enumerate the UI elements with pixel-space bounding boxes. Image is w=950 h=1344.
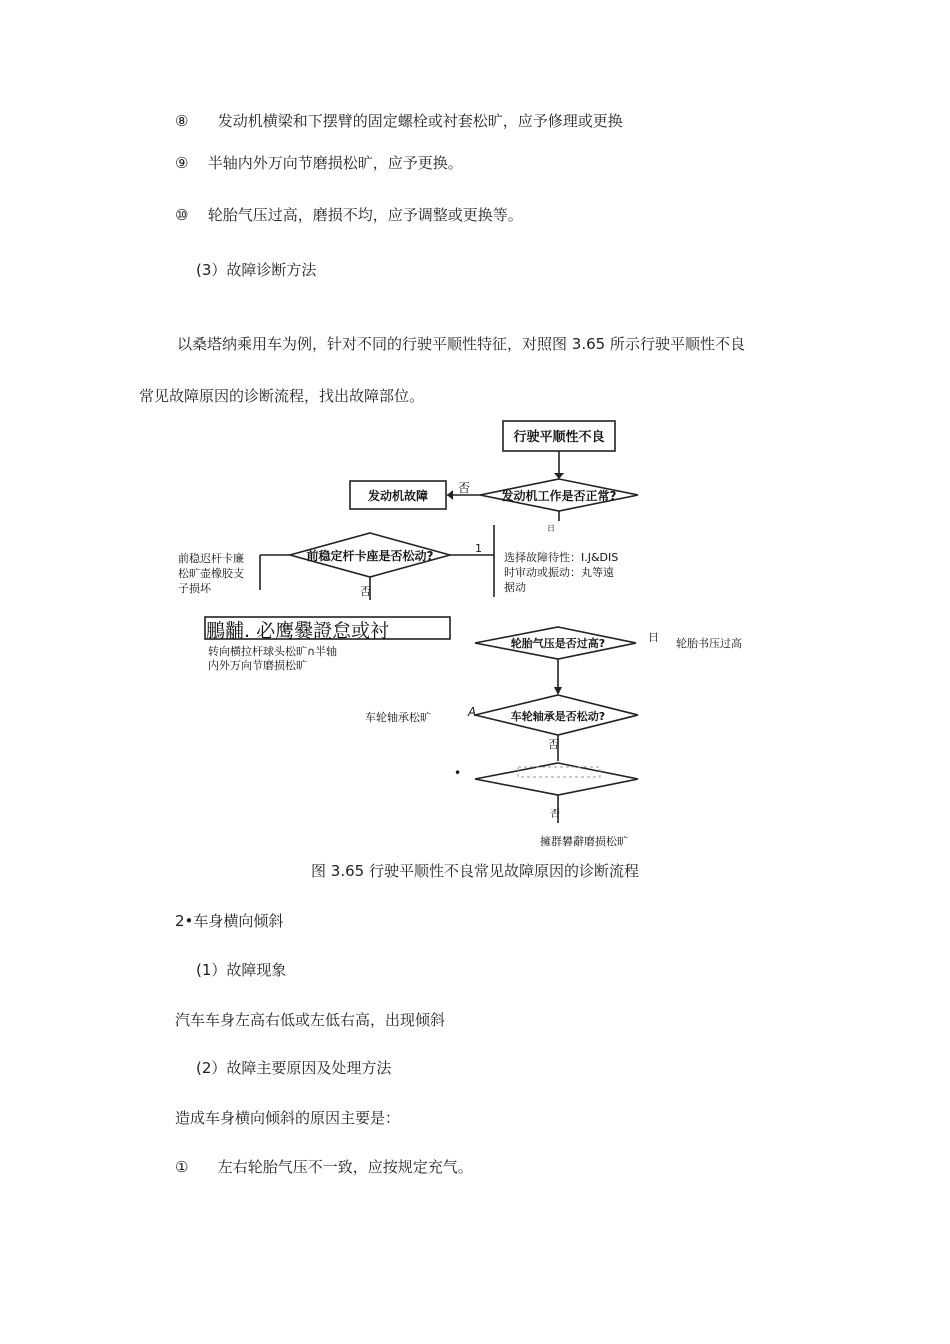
list-item-9 [175, 153, 463, 173]
right-note-3: 据动 [504, 581, 526, 594]
decision-last [475, 763, 638, 795]
no-label: 否 [548, 738, 559, 751]
paragraph-line: 以桑塔纳乘用车为例，针对不同的行驶平顺性特征，对照图 3.65 所示行驶平顺性不良 [177, 335, 745, 353]
engine-fault-label: 发动机故障 [367, 489, 429, 503]
subsection-heading: (1）故障现象 [196, 961, 287, 979]
q-tire-label: 轮胎气压是否过高? [510, 637, 606, 650]
section-heading: 2•车身横向倾斜 [175, 912, 284, 930]
item-text: 半轴内外万向节磨损松旷，应予更换。 [207, 154, 463, 172]
body-text: 造成车身横向倾斜的原因主要是： [175, 1109, 401, 1127]
dot-mark: • [454, 766, 462, 780]
q-wheel-label: 车轮轴承是否松动? [510, 710, 606, 723]
final-label: 擁群礬辭磨损松旷 [540, 835, 628, 848]
item-marker: ⑨ [175, 154, 189, 172]
no-label: 否 [550, 809, 560, 820]
item-marker: ① [175, 1158, 189, 1176]
no-label: 否 [360, 585, 371, 598]
list-item-10 [175, 205, 523, 225]
sub-note-2: 内外万向节磨损松旷 [208, 659, 307, 672]
right-note-1: 选择故障待性：I.J&DIS [504, 551, 619, 564]
q-stabilizer-label: 前稳定杆卡座是否松动? [306, 549, 434, 563]
list-item-8 [175, 111, 623, 131]
garbled-box-label: 鵬黼. 必鹰爨證怠或衬 [206, 620, 390, 642]
q-engine-label: 发动机工作是否正常? [501, 489, 617, 503]
sub-note-1: 转向横拉杆球头松旷∩半轴 [208, 645, 338, 658]
left-note-2: 松旷壶橡胶支 [178, 567, 244, 580]
item-text: 轮胎气压过高，磨损不均，应予调整或更换等。 [207, 206, 523, 224]
no-label: 否 [458, 481, 471, 495]
yes-mark: 日 [547, 524, 555, 533]
item-text: 左右轮胎气压不一致，应按规定充气。 [217, 1158, 473, 1176]
item-text: 发动机横梁和下摆臂的固定螺栓或衬套松旷，应予修理或更换 [217, 112, 623, 130]
figure-caption: 图 3.65 行驶平顺性不良常见故障原因的诊断流程 [311, 862, 639, 880]
flowchart-figure [170, 415, 770, 855]
tire-note: 轮胎书压过高 [676, 637, 742, 650]
wheel-note: 车轮轴承松旷 [365, 711, 431, 724]
tire-mark: 日 [648, 631, 659, 644]
left-note-3: 子损坏 [178, 582, 211, 595]
mark-one: 1 [475, 542, 482, 555]
flowchart-svg [170, 415, 770, 855]
list-item-1 [175, 1157, 473, 1177]
wheel-mark: A [468, 705, 477, 719]
paragraph-line: 常见故障原因的诊断流程，找出故障部位。 [139, 387, 425, 405]
start-label: 行驶平顺性不良 [513, 430, 605, 445]
body-text: 汽车车身左高右低或左低右高，出现倾斜 [175, 1011, 446, 1029]
right-note-2: 时审动或振动：丸等遠 [504, 566, 614, 579]
section-heading: (3）故障诊断方法 [196, 261, 317, 279]
item-marker: ⑧ [175, 112, 189, 130]
item-marker: ⑩ [175, 206, 189, 224]
left-note-1: 前稳迟杆卡廉 [178, 552, 244, 565]
subsection-heading: (2）故障主要原因及处理方法 [196, 1059, 392, 1077]
